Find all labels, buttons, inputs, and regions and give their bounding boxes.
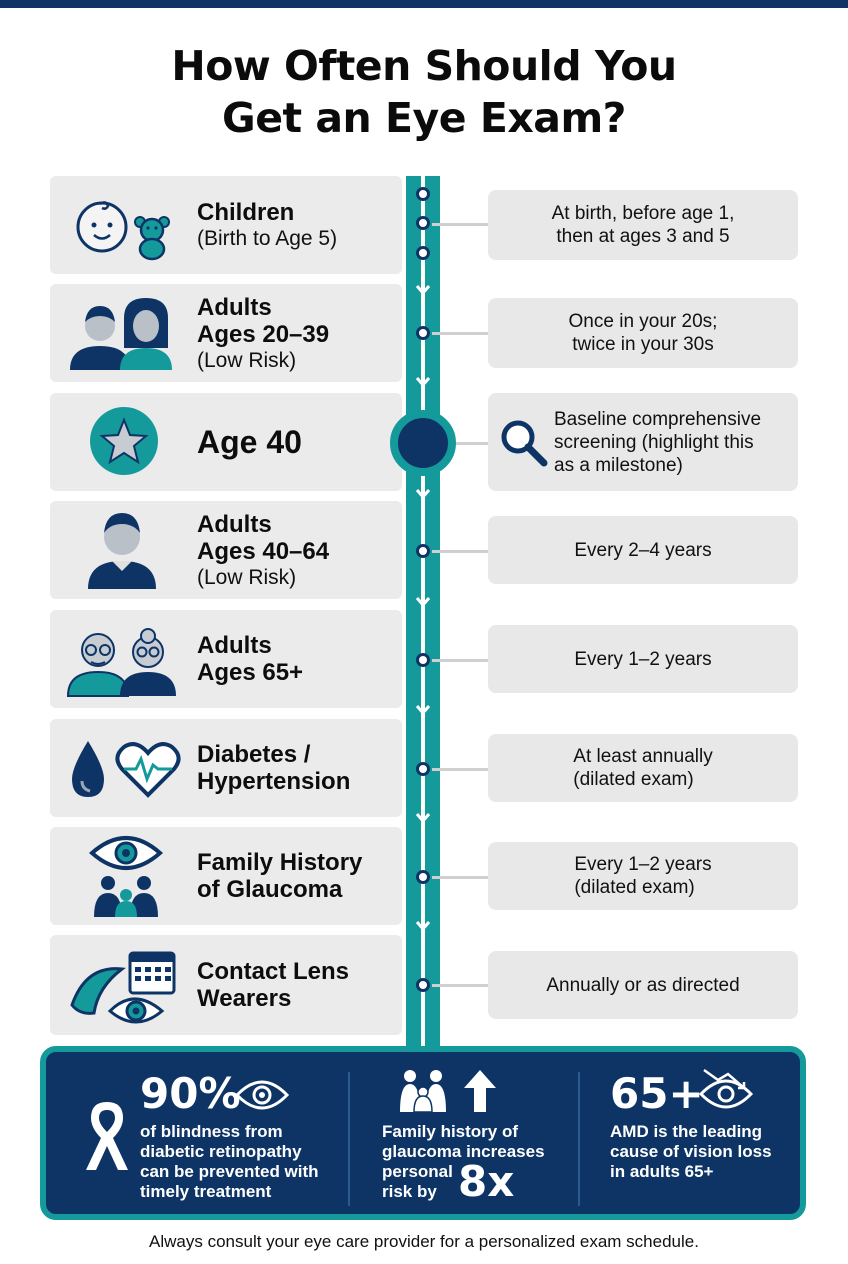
senior-couple-icon <box>66 622 180 698</box>
recommendation-card-family-glaucoma: Every 1–2 years (dilated exam) <box>488 842 798 910</box>
stat-amd <box>592 1052 800 1214</box>
category-subtitle: (Low Risk) <box>197 348 297 372</box>
footer-note: Always consult your eye care provider for a personalized exam schedule. <box>149 1232 699 1251</box>
stat-family-glaucoma <box>362 1052 574 1214</box>
recommendation-card-children: At birth, before age 1, then at ages 3 and 5 <box>488 190 798 260</box>
family-up-arrow-icon <box>398 1068 498 1114</box>
category-text <box>197 393 302 491</box>
adult-person-icon <box>84 509 160 591</box>
stat-number: 90% <box>140 1069 241 1118</box>
category-title: Children <box>197 199 295 226</box>
awareness-ribbon-icon <box>82 1098 132 1174</box>
contact-lens-calendar-icon <box>68 949 180 1025</box>
stat-description: of blindness from diabetic retinopathy can be prevented with timely treatment <box>140 1122 319 1201</box>
category-title-line2: Ages 65+ <box>197 659 304 686</box>
timeline-node <box>416 326 430 340</box>
eye-and-family-icon <box>88 833 170 919</box>
timeline-node <box>416 246 430 260</box>
category-title-line2: Hypertension <box>197 768 351 795</box>
milestone-node <box>390 410 456 476</box>
category-title-line2: Ages 40–64 <box>197 537 330 565</box>
category-card-contact-lens <box>50 935 402 1035</box>
category-title: Diabetes / <box>197 741 311 768</box>
category-card-adults-65 <box>50 610 402 708</box>
stat-description: Family history of glaucoma increases personal risk by <box>382 1122 545 1201</box>
category-title: Adults <box>197 293 272 321</box>
category-title: Age 40 <box>197 424 302 460</box>
arrow-down-icon <box>415 696 431 716</box>
timeline-connector <box>432 768 488 771</box>
recommendation-card-contact-lens: Annually or as directed <box>488 951 798 1019</box>
category-title-line2: Wearers <box>197 985 292 1012</box>
category-text <box>197 501 329 599</box>
recommendation-card-age-40: Baseline comprehensive screening (highlight this as a milestone) <box>488 393 798 491</box>
timeline-connector <box>432 876 488 879</box>
category-card-family-glaucoma <box>50 827 402 925</box>
eye-decline-icon <box>698 1066 754 1110</box>
category-card-diabetes-hypertension <box>50 719 402 817</box>
recommendation-card-adults-65: Every 1–2 years <box>488 625 798 693</box>
page-title: How Often Should You Get an Eye Exam? <box>171 42 677 142</box>
stat-number: 65+ <box>610 1069 704 1118</box>
category-title: Adults <box>197 632 272 659</box>
drop-and-heart-icon <box>68 737 188 801</box>
baby-and-teddy-bear-icon <box>72 192 182 262</box>
stat-number: 8x <box>458 1157 515 1206</box>
arrow-down-icon <box>415 588 431 608</box>
timeline-connector <box>432 332 488 335</box>
category-text <box>197 827 362 925</box>
timeline-connector <box>432 550 488 553</box>
category-subtitle: (Birth to Age 5) <box>197 227 338 250</box>
timeline-node <box>416 187 430 201</box>
arrow-down-icon <box>415 804 431 824</box>
timeline-node <box>416 978 430 992</box>
timeline-node <box>416 653 430 667</box>
magnifier-icon <box>498 417 548 467</box>
arrow-down-icon <box>415 912 431 932</box>
category-card-children <box>50 176 402 274</box>
timeline-connector <box>432 984 488 987</box>
category-text <box>197 176 337 274</box>
eye-icon <box>234 1078 290 1112</box>
category-card-adults-20-39 <box>50 284 402 382</box>
adult-couple-icon <box>66 296 178 372</box>
stats-divider <box>578 1072 580 1206</box>
timeline-node <box>416 216 430 230</box>
category-card-age-40 <box>50 393 402 491</box>
timeline-node <box>416 762 430 776</box>
category-title-line2: Ages 20–39 <box>197 320 330 348</box>
top-accent-bar <box>0 0 848 8</box>
star-icon <box>88 405 160 477</box>
timeline-node <box>416 870 430 884</box>
stats-panel <box>40 1046 806 1220</box>
category-text <box>197 284 329 382</box>
category-title: Family History <box>197 849 363 876</box>
arrow-down-icon <box>415 276 431 296</box>
category-title: Contact Lens <box>197 958 350 985</box>
arrow-down-icon <box>415 368 431 388</box>
category-card-adults-40-64 <box>50 501 402 599</box>
category-subtitle: (Low Risk) <box>197 565 297 589</box>
timeline-connector <box>432 659 488 662</box>
stat-description: AMD is the leading cause of vision loss in adults 65+ <box>610 1122 772 1181</box>
recommendation-card-adults-40-64: Every 2–4 years <box>488 516 798 584</box>
timeline-connector <box>432 223 488 226</box>
stat-diabetic-retinopathy <box>72 1052 350 1214</box>
recommendation-card-diabetes: At least annually (dilated exam) <box>488 734 798 802</box>
category-title: Adults <box>197 510 272 538</box>
category-text <box>197 610 303 708</box>
category-text <box>197 719 350 817</box>
arrow-down-icon <box>415 480 431 500</box>
timeline-node <box>416 544 430 558</box>
category-text <box>197 935 349 1035</box>
stats-divider <box>348 1072 350 1206</box>
recommendation-card-adults-20-39: Once in your 20s; twice in your 30s <box>488 298 798 368</box>
timeline-connector <box>456 442 488 445</box>
category-title-line2: of Glaucoma <box>197 876 343 903</box>
